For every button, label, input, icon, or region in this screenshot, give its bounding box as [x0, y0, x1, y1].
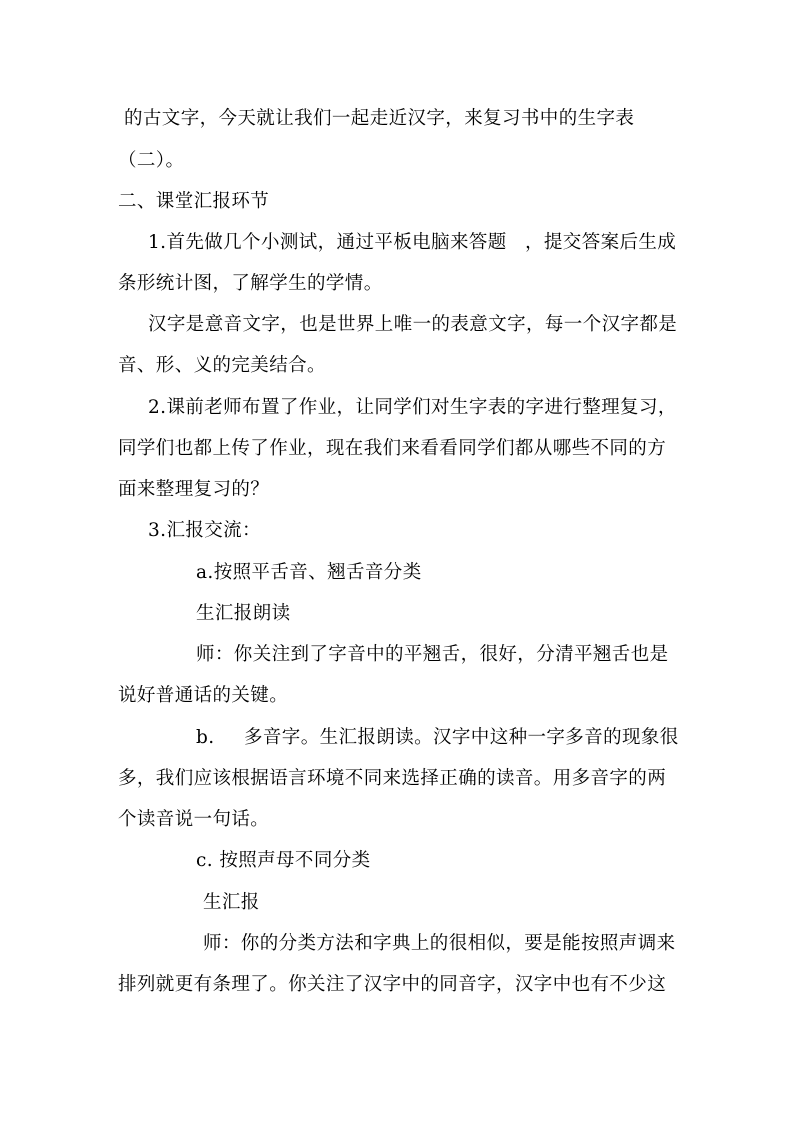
text-line: 个读音说一句话。	[118, 809, 270, 830]
text-line: 生汇报	[203, 892, 260, 913]
text-line: 多音字。生汇报朗读。汉字中这种一字多音的现象很	[244, 727, 679, 748]
text-line: 汉字是意音文字，也是世界上唯一的表意文字，每一个汉字都是	[148, 314, 678, 335]
text-line: 多，我们应该根据语言环境不同来选择正确的读音。用多音字的两	[118, 768, 667, 789]
text-line: 师：你的分类方法和字典上的很相似，要是能按照声调来	[203, 933, 676, 954]
text-line: 排列就更有条理了。你关注了汉字中的同音字，汉字中也有不少这	[118, 974, 667, 995]
section-heading: 二、课堂汇报环节	[118, 191, 270, 212]
text-line: 1.首先做几个小测试，通过平板电脑来答题	[148, 232, 507, 253]
text-line: 同学们也都上传了作业，现在我们来看看同学们都从哪些不同的方	[118, 438, 667, 459]
text-line: b.	[196, 727, 215, 748]
text-line: 3.汇报交流：	[148, 520, 261, 541]
text-line: 面来整理复习的？	[118, 479, 270, 500]
text-line: ，提交答案后生成	[525, 232, 677, 253]
text-line: 2.课前老师布置了作业，让同学们对生字表的字进行整理复习，	[148, 397, 677, 418]
text-line: 师：你关注到了字音中的平翘舌，很好，分清平翘舌也是	[196, 644, 669, 665]
text-line: 的古文字，今天就让我们一起走近汉字，来复习书中的生字表	[124, 108, 635, 129]
text-line: c. 按照声母不同分类	[196, 850, 371, 871]
text-line: a.按照平舌音、翘舌音分类	[196, 562, 422, 583]
text-line: 生汇报朗读	[196, 603, 291, 624]
text-line: （二）。	[118, 150, 185, 171]
text-line: 条形统计图，了解学生的学情。	[118, 273, 383, 294]
text-line: 说好普通话的关键。	[118, 685, 289, 706]
text-line: 音、形、义的完美结合。	[118, 355, 326, 376]
